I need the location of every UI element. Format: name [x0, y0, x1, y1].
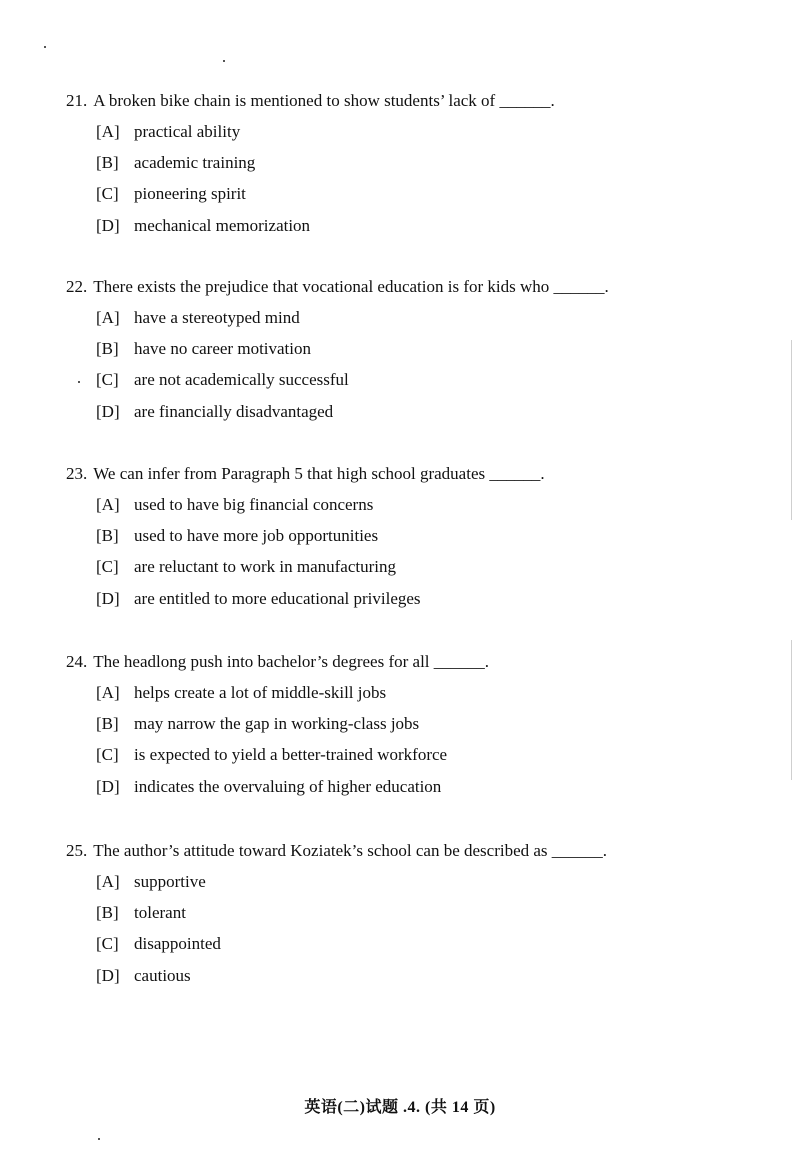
option-b[interactable]	[96, 152, 766, 174]
option-letter: [A]	[96, 122, 120, 141]
option-letter: [D]	[96, 215, 120, 235]
question-24	[66, 651, 766, 807]
option-b[interactable]	[96, 902, 766, 924]
option-text: used to have more job opportunities	[134, 526, 379, 546]
option-text: used to have big financial concerns	[134, 495, 374, 514]
option-text: cautious	[134, 965, 191, 985]
option-letter: [B]	[96, 339, 119, 359]
option-c[interactable]	[96, 369, 766, 391]
option-letter: [A]	[96, 495, 120, 514]
option-letter: [C]	[96, 557, 119, 577]
option-list	[66, 307, 766, 423]
option-letter: [D]	[96, 588, 120, 608]
scan-speck	[98, 1138, 100, 1140]
option-c[interactable]	[96, 744, 766, 766]
scan-speck	[223, 60, 225, 62]
question-stem	[66, 463, 766, 485]
option-text: are reluctant to work in manufacturing	[134, 557, 396, 577]
option-text: mechanical memorization	[134, 215, 311, 235]
question-text: We can infer from Paragraph 5 that high school graduates ______.	[93, 464, 545, 483]
option-letter: [C]	[96, 934, 119, 954]
option-letter: [C]	[96, 370, 119, 390]
option-a[interactable]	[96, 871, 766, 893]
option-text: are not academically successful	[134, 370, 349, 390]
scan-edge-line	[791, 340, 792, 520]
option-letter: [A]	[96, 872, 120, 891]
option-text: tolerant	[134, 903, 186, 923]
option-c[interactable]	[96, 933, 766, 955]
question-stem	[66, 840, 766, 862]
question-number: 23.	[66, 464, 88, 483]
option-text: helps create a lot of middle-skill jobs	[134, 683, 387, 702]
option-letter: [D]	[96, 965, 120, 985]
page-footer: 英语(二)试题 .4. (共 14 页)	[304, 1099, 496, 1116]
option-letter: [A]	[96, 683, 120, 702]
option-list	[66, 494, 766, 610]
option-letter: [B]	[96, 526, 119, 546]
option-text: pioneering spirit	[134, 184, 246, 204]
option-d[interactable]	[96, 776, 766, 798]
option-text: have no career motivation	[134, 339, 312, 359]
option-letter: [C]	[96, 184, 119, 204]
option-letter: [B]	[96, 153, 119, 173]
option-text: indicates the overvaluing of higher education	[134, 776, 442, 796]
option-list	[66, 682, 766, 798]
scan-speck	[44, 46, 46, 48]
option-list	[66, 121, 766, 237]
option-d[interactable]	[96, 215, 766, 237]
option-c[interactable]	[96, 556, 766, 578]
option-b[interactable]	[96, 525, 766, 547]
option-a[interactable]	[96, 307, 766, 329]
question-text: The author’s attitude toward Koziatek’s school can be described as ______.	[93, 841, 608, 860]
question-text: The headlong push into bachelor’s degrees for all ______.	[93, 652, 490, 671]
question-25	[66, 840, 766, 996]
option-text: is expected to yield a better-trained workforce	[134, 745, 448, 765]
option-text: may narrow the gap in working-class jobs	[134, 714, 420, 734]
option-text: academic training	[134, 153, 256, 173]
option-text: disappointed	[134, 934, 221, 954]
scan-edge-line	[791, 640, 792, 780]
option-d[interactable]	[96, 588, 766, 610]
question-stem	[66, 90, 766, 112]
question-number: 22.	[66, 277, 88, 296]
question-stem	[66, 651, 766, 673]
question-stem	[66, 276, 766, 298]
option-text: have a stereotyped mind	[134, 308, 300, 327]
option-letter: [A]	[96, 308, 120, 327]
option-letter: [D]	[96, 776, 120, 796]
option-c[interactable]	[96, 183, 766, 205]
option-d[interactable]	[96, 965, 766, 987]
option-b[interactable]	[96, 338, 766, 360]
option-a[interactable]	[96, 682, 766, 704]
question-23	[66, 463, 766, 619]
option-b[interactable]	[96, 713, 766, 735]
option-d[interactable]	[96, 401, 766, 423]
question-22	[66, 276, 766, 432]
question-21	[66, 90, 766, 246]
question-text: A broken bike chain is mentioned to show students’ lack of ______.	[93, 91, 555, 110]
option-text: are financially disadvantaged	[134, 401, 334, 421]
option-list	[66, 871, 766, 987]
option-a[interactable]	[96, 494, 766, 516]
option-letter: [C]	[96, 745, 119, 765]
option-letter: [B]	[96, 714, 119, 734]
question-number: 25.	[66, 841, 88, 860]
option-text: practical ability	[134, 122, 241, 141]
question-text: There exists the prejudice that vocational education is for kids who ______.	[93, 277, 609, 296]
option-letter: [B]	[96, 903, 119, 923]
option-letter: [D]	[96, 401, 120, 421]
question-number: 21.	[66, 91, 88, 110]
option-text: are entitled to more educational privileges	[134, 588, 421, 608]
question-number: 24.	[66, 652, 88, 671]
option-text: supportive	[134, 872, 206, 891]
option-a[interactable]	[96, 121, 766, 143]
